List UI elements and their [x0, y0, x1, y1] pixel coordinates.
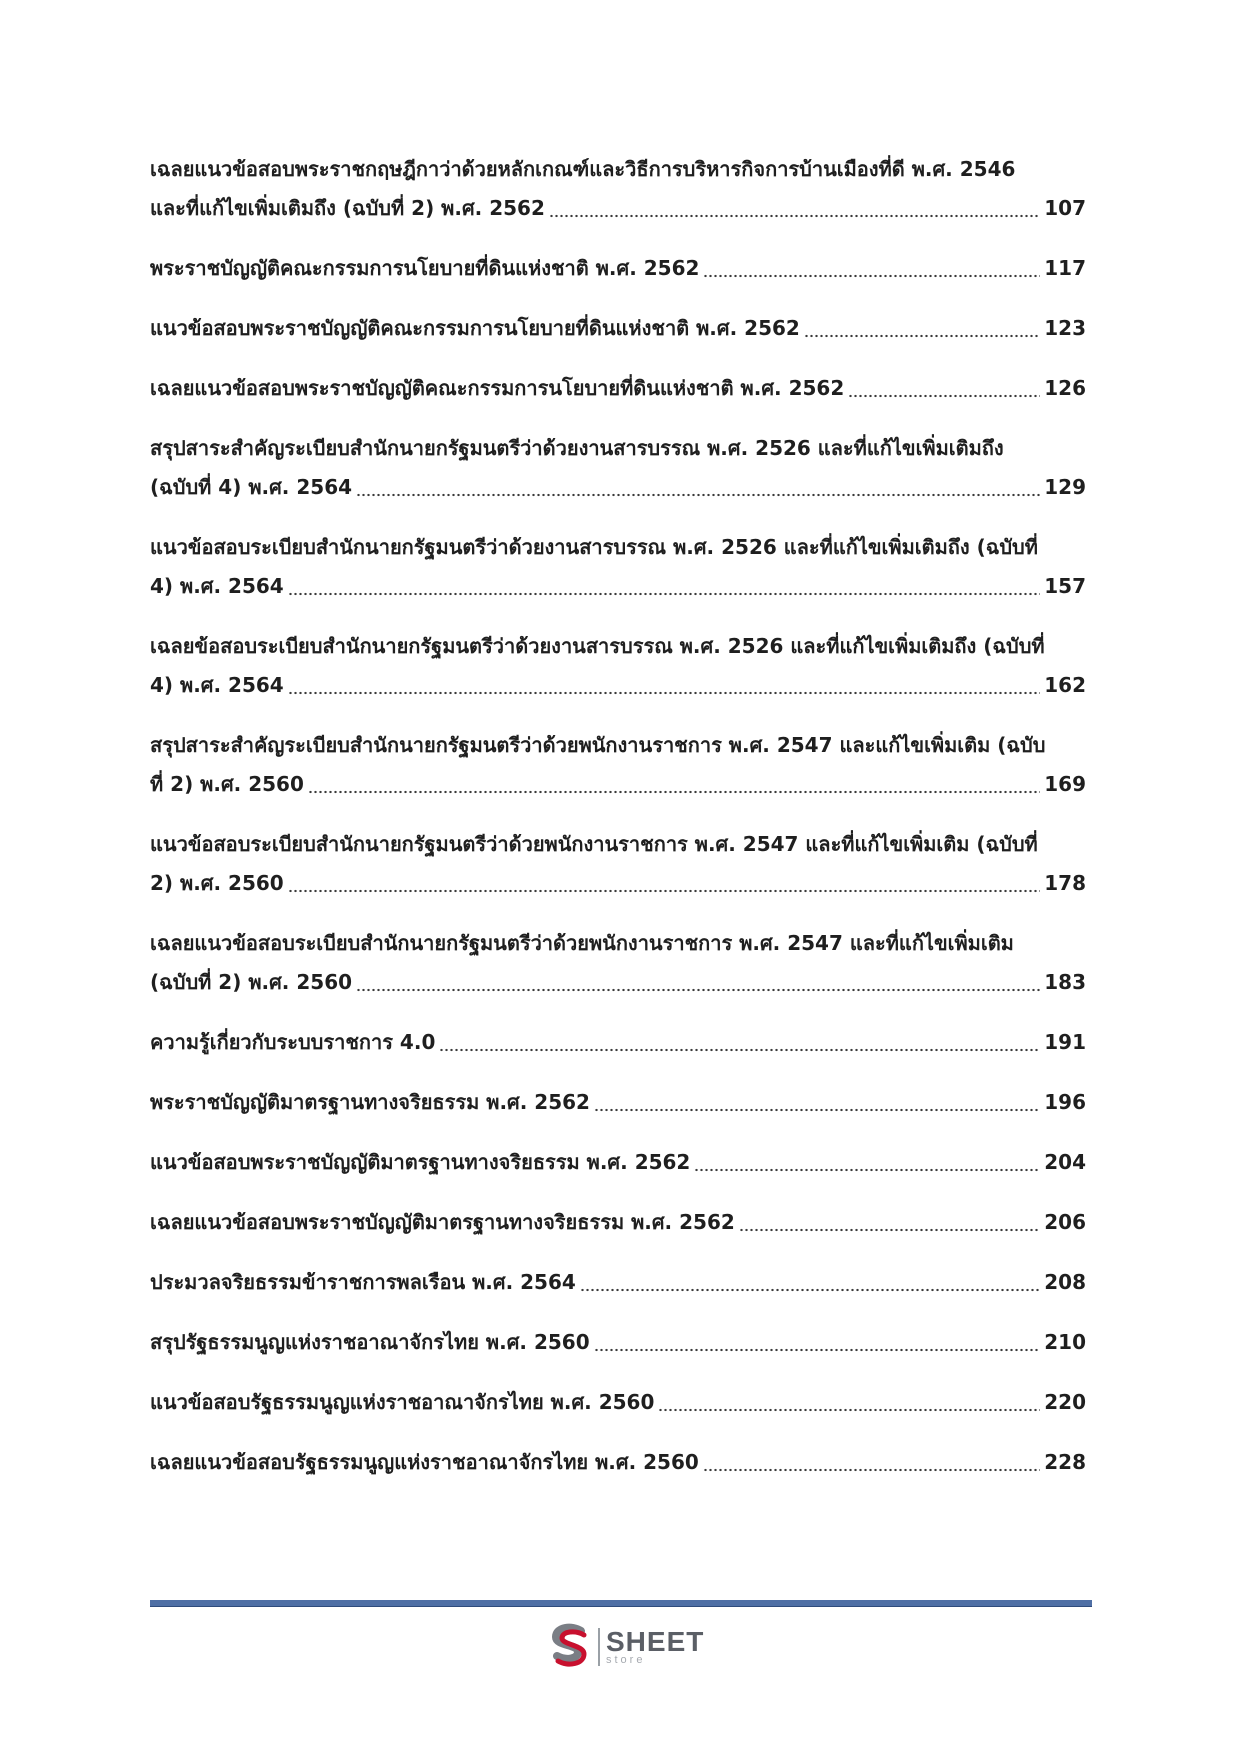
toc-page-number: 210 — [1044, 1330, 1086, 1354]
toc-entry-title: สรุปรัฐธรรมนูญแห่งราชอาณาจักรไทย พ.ศ. 2560 — [150, 1330, 590, 1354]
toc-page-number: 107 — [1044, 196, 1086, 220]
logo-wordmark — [606, 1628, 704, 1666]
toc-entry-line — [150, 924, 1086, 963]
dot-leader — [356, 487, 1040, 497]
toc-page-number: 220 — [1044, 1390, 1086, 1414]
toc-page-number: 157 — [1044, 574, 1086, 598]
toc-entry-title: (ฉบับที่ 4) พ.ศ. 2564 — [150, 475, 353, 499]
dot-leader — [739, 1222, 1040, 1232]
toc-entry-title: พระราชบัญญัติมาตรฐานทางจริยธรรม พ.ศ. 2562 — [150, 1090, 590, 1114]
dot-leader — [308, 784, 1040, 794]
dot-leader — [703, 1462, 1040, 1472]
toc-entry-title: เฉลยแนวข้อสอบรัฐธรรมนูญแห่งราชอาณาจักรไทย พ.ศ. 2560 — [150, 1450, 699, 1474]
dot-leader — [594, 1102, 1040, 1112]
toc-entry — [150, 825, 1086, 903]
toc-entry-line — [150, 1143, 1086, 1182]
toc-entry — [150, 150, 1086, 228]
toc-entry-line — [150, 1203, 1086, 1242]
dot-leader — [658, 1402, 1040, 1412]
toc-page-number: 196 — [1044, 1090, 1086, 1114]
toc-page-number: 178 — [1044, 871, 1086, 895]
toc-entry-title: 4) พ.ศ. 2564 — [150, 673, 284, 697]
table-of-contents — [150, 150, 1086, 1503]
toc-entry — [150, 528, 1086, 606]
toc-entry-line — [150, 1083, 1086, 1122]
toc-entry-line — [150, 468, 1086, 507]
dot-leader — [288, 883, 1041, 893]
toc-entry — [150, 726, 1086, 804]
toc-entry-title: สรุปสาระสำคัญระเบียบสำนักนายกรัฐมนตรีว่าด้วยงานสารบรรณ พ.ศ. 2526 และที่แก้ไขเพิ่มเติมถึง — [150, 436, 1004, 460]
toc-entry-title: ความรู้เกี่ยวกับระบบราชการ 4.0 — [150, 1030, 436, 1054]
toc-entry — [150, 1023, 1086, 1062]
toc-page-number: 191 — [1044, 1030, 1086, 1054]
toc-entry-line — [150, 1263, 1086, 1302]
dot-leader — [848, 388, 1040, 398]
toc-entry — [150, 627, 1086, 705]
toc-entry-line — [150, 150, 1086, 189]
logo-primary-text: SHEET — [606, 1626, 705, 1657]
toc-page-number: 169 — [1044, 772, 1086, 796]
toc-entry-line — [150, 309, 1086, 348]
toc-page-number: 123 — [1044, 316, 1086, 340]
toc-entry-line — [150, 765, 1086, 804]
toc-entry-line — [150, 567, 1086, 606]
toc-entry-line — [150, 825, 1086, 864]
toc-entry — [150, 309, 1086, 348]
logo-divider — [598, 1628, 600, 1666]
toc-entry-line — [150, 429, 1086, 468]
toc-entry-line — [150, 1383, 1086, 1422]
footer-divider — [150, 1600, 1092, 1606]
toc-entry — [150, 249, 1086, 288]
toc-entry-title: พระราชบัญญัติคณะกรรมการนโยบายที่ดินแห่งชาติ พ.ศ. 2562 — [150, 256, 700, 280]
toc-entry-line — [150, 369, 1086, 408]
toc-entry-line — [150, 1023, 1086, 1062]
dot-leader — [356, 982, 1040, 992]
toc-entry — [150, 1203, 1086, 1242]
sheet-store-logo-icon — [548, 1623, 592, 1671]
toc-entry-title: เฉลยแนวข้อสอบระเบียบสำนักนายกรัฐมนตรีว่าด้วยพนักงานราชการ พ.ศ. 2547 และที่แก้ไขเพิ่มเติม — [150, 931, 1014, 955]
toc-entry-line — [150, 963, 1086, 1002]
logo-secondary-text: store — [606, 1654, 646, 1666]
dot-leader — [580, 1282, 1040, 1292]
toc-page-number: 204 — [1044, 1150, 1086, 1174]
toc-entry — [150, 1263, 1086, 1302]
dot-leader — [694, 1162, 1040, 1172]
toc-entry-title: เฉลยข้อสอบระเบียบสำนักนายกรัฐมนตรีว่าด้วยงานสารบรรณ พ.ศ. 2526 และที่แก้ไขเพิ่มเติมถึง (ฉบับที่ — [150, 634, 1045, 658]
dot-leader — [439, 1042, 1040, 1052]
toc-entry-title: 2) พ.ศ. 2560 — [150, 871, 284, 895]
dot-leader — [594, 1342, 1041, 1352]
dot-leader — [288, 685, 1041, 695]
dot-leader — [703, 268, 1040, 278]
toc-entry-title: เฉลยแนวข้อสอบพระราชบัญญัติคณะกรรมการนโยบายที่ดินแห่งชาติ พ.ศ. 2562 — [150, 376, 845, 400]
toc-page-number: 117 — [1044, 256, 1086, 280]
toc-entry-line — [150, 726, 1086, 765]
toc-entry-line — [150, 528, 1086, 567]
toc-entry — [150, 1143, 1086, 1182]
toc-entry — [150, 924, 1086, 1002]
toc-page-number: 228 — [1044, 1450, 1086, 1474]
toc-entry-title: สรุปสาระสำคัญระเบียบสำนักนายกรัฐมนตรีว่าด้วยพนักงานราชการ พ.ศ. 2547 และแก้ไขเพิ่มเติม (ฉบับ — [150, 733, 1046, 757]
toc-entry-title: แนวข้อสอบระเบียบสำนักนายกรัฐมนตรีว่าด้วยพนักงานราชการ พ.ศ. 2547 และที่แก้ไขเพิ่มเติม (ฉบับที่ — [150, 832, 1038, 856]
dot-leader — [288, 586, 1041, 596]
footer-logo — [548, 1621, 704, 1673]
toc-entry-line — [150, 864, 1086, 903]
toc-entry-title: แนวข้อสอบพระราชบัญญัติมาตรฐานทางจริยธรรม พ.ศ. 2562 — [150, 1150, 691, 1174]
toc-entry-title: และที่แก้ไขเพิ่มเติมถึง (ฉบับที่ 2) พ.ศ. 2562 — [150, 196, 545, 220]
toc-page-number: 206 — [1044, 1210, 1086, 1234]
toc-entry-title: แนวข้อสอบระเบียบสำนักนายกรัฐมนตรีว่าด้วยงานสารบรรณ พ.ศ. 2526 และที่แก้ไขเพิ่มเติมถึง (ฉบับที่ — [150, 535, 1038, 559]
toc-entry-title: (ฉบับที่ 2) พ.ศ. 2560 — [150, 970, 353, 994]
toc-entry — [150, 369, 1086, 408]
toc-entry-title: แนวข้อสอบรัฐธรรมนูญแห่งราชอาณาจักรไทย พ.ศ. 2560 — [150, 1390, 655, 1414]
toc-entry-line — [150, 1443, 1086, 1482]
toc-page-number: 183 — [1044, 970, 1086, 994]
toc-entry-line — [150, 666, 1086, 705]
toc-entry — [150, 1083, 1086, 1122]
toc-page-number: 129 — [1044, 475, 1086, 499]
toc-page-number: 162 — [1044, 673, 1086, 697]
toc-page-number: 126 — [1044, 376, 1086, 400]
toc-entry-title: เฉลยแนวข้อสอบพระราชกฤษฎีกาว่าด้วยหลักเกณฑ์และวิธีการบริหารกิจการบ้านเมืองที่ดี พ.ศ. 2546 — [150, 157, 1016, 181]
toc-entry-title: เฉลยแนวข้อสอบพระราชบัญญัติมาตรฐานทางจริยธรรม พ.ศ. 2562 — [150, 1210, 735, 1234]
toc-entry — [150, 1443, 1086, 1482]
dot-leader — [804, 328, 1040, 338]
toc-entry-line — [150, 1323, 1086, 1362]
toc-page-number: 208 — [1044, 1270, 1086, 1294]
dot-leader — [549, 208, 1040, 218]
toc-entry-title: แนวข้อสอบพระราชบัญญัติคณะกรรมการนโยบายที่ดินแห่งชาติ พ.ศ. 2562 — [150, 316, 800, 340]
toc-entry — [150, 429, 1086, 507]
toc-entry-title: ที่ 2) พ.ศ. 2560 — [150, 772, 304, 796]
toc-entry-line — [150, 627, 1086, 666]
toc-entry-title: ประมวลจริยธรรมข้าราชการพลเรือน พ.ศ. 2564 — [150, 1270, 576, 1294]
toc-entry-line — [150, 249, 1086, 288]
toc-entry-title: 4) พ.ศ. 2564 — [150, 574, 284, 598]
toc-entry-line — [150, 189, 1086, 228]
toc-entry — [150, 1383, 1086, 1422]
toc-entry — [150, 1323, 1086, 1362]
